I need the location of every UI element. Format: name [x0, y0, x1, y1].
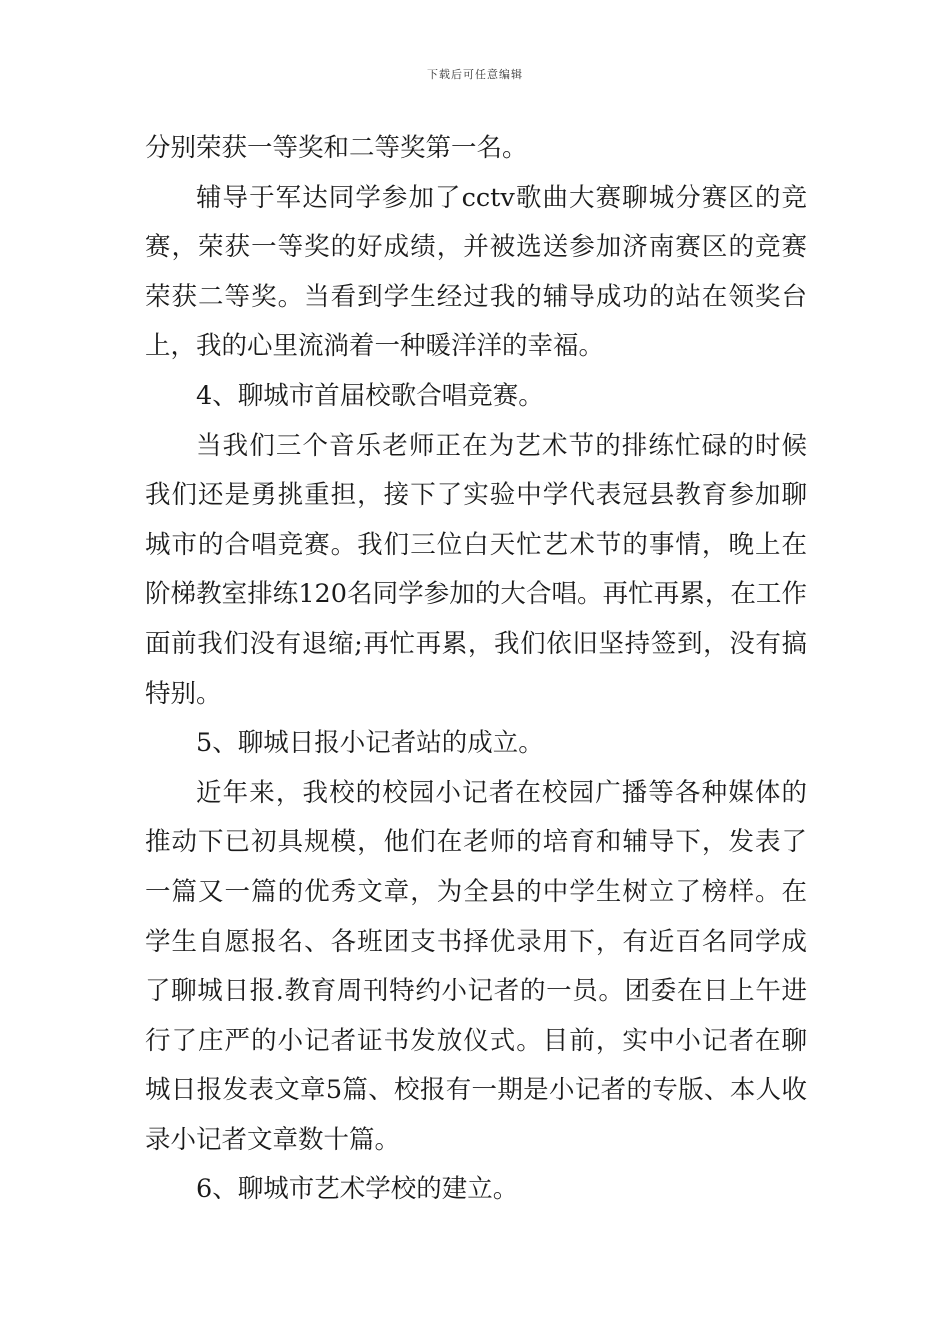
section-heading-art-school: 6、聊城市艺术学校的建立。 — [196, 1174, 519, 1205]
paragraph-reporter-station: 近年来，我校的校园小记者在校园广播等各种媒体的推动下已初具规模，他们在老师的培育和辅导下，发表了一篇又一篇的优秀文章，为全县的中学生树立了榜样。在学生自愿报名、各班团支书择优录用下，有近百名同学成了聊城日报.教育周刊特约小记者的一员。团委在日上午进行了庄严的小记者证书发放仪式。目前，实中小记者在聊城日报发表文章5篇、校报有一期是小记者的专版、本人收录小记者文章数十篇。 — [145, 777, 807, 1155]
page-header-note: 下载后可任意编辑 — [427, 68, 523, 81]
section-heading-reporter-station: 5、聊城日报小记者站的成立。 — [196, 728, 544, 759]
paragraph-awards-continued: 分别荣获一等奖和二等奖第一名。 — [145, 133, 528, 163]
paragraph-cctv-contest: 辅导于军达同学参加了cctv歌曲大赛聊城分赛区的竞赛，荣获一等奖的好成绩，并被选送参加济南赛区的竞赛荣获二等奖。当看到学生经过我的辅导成功的站在领奖台上，我的心里流淌着一种暖洋洋的幸福。 — [145, 182, 807, 362]
paragraph-choir-contest: 当我们三个音乐老师正在为艺术节的排练忙碌的时候我们还是勇挑重担，接下了实验中学代表冠县教育参加聊城市的合唱竞赛。我们三位白天忙艺术节的事情，晚上在阶梯教室排练120名同学参加的大合唱。再忙再累，在工作面前我们没有退缩;再忙再累，我们依旧坚持签到，没有搞特别。 — [145, 430, 807, 709]
document-body — [145, 124, 807, 1215]
section-heading-choir-contest: 4、聊城市首届校歌合唱竞赛。 — [196, 380, 544, 411]
